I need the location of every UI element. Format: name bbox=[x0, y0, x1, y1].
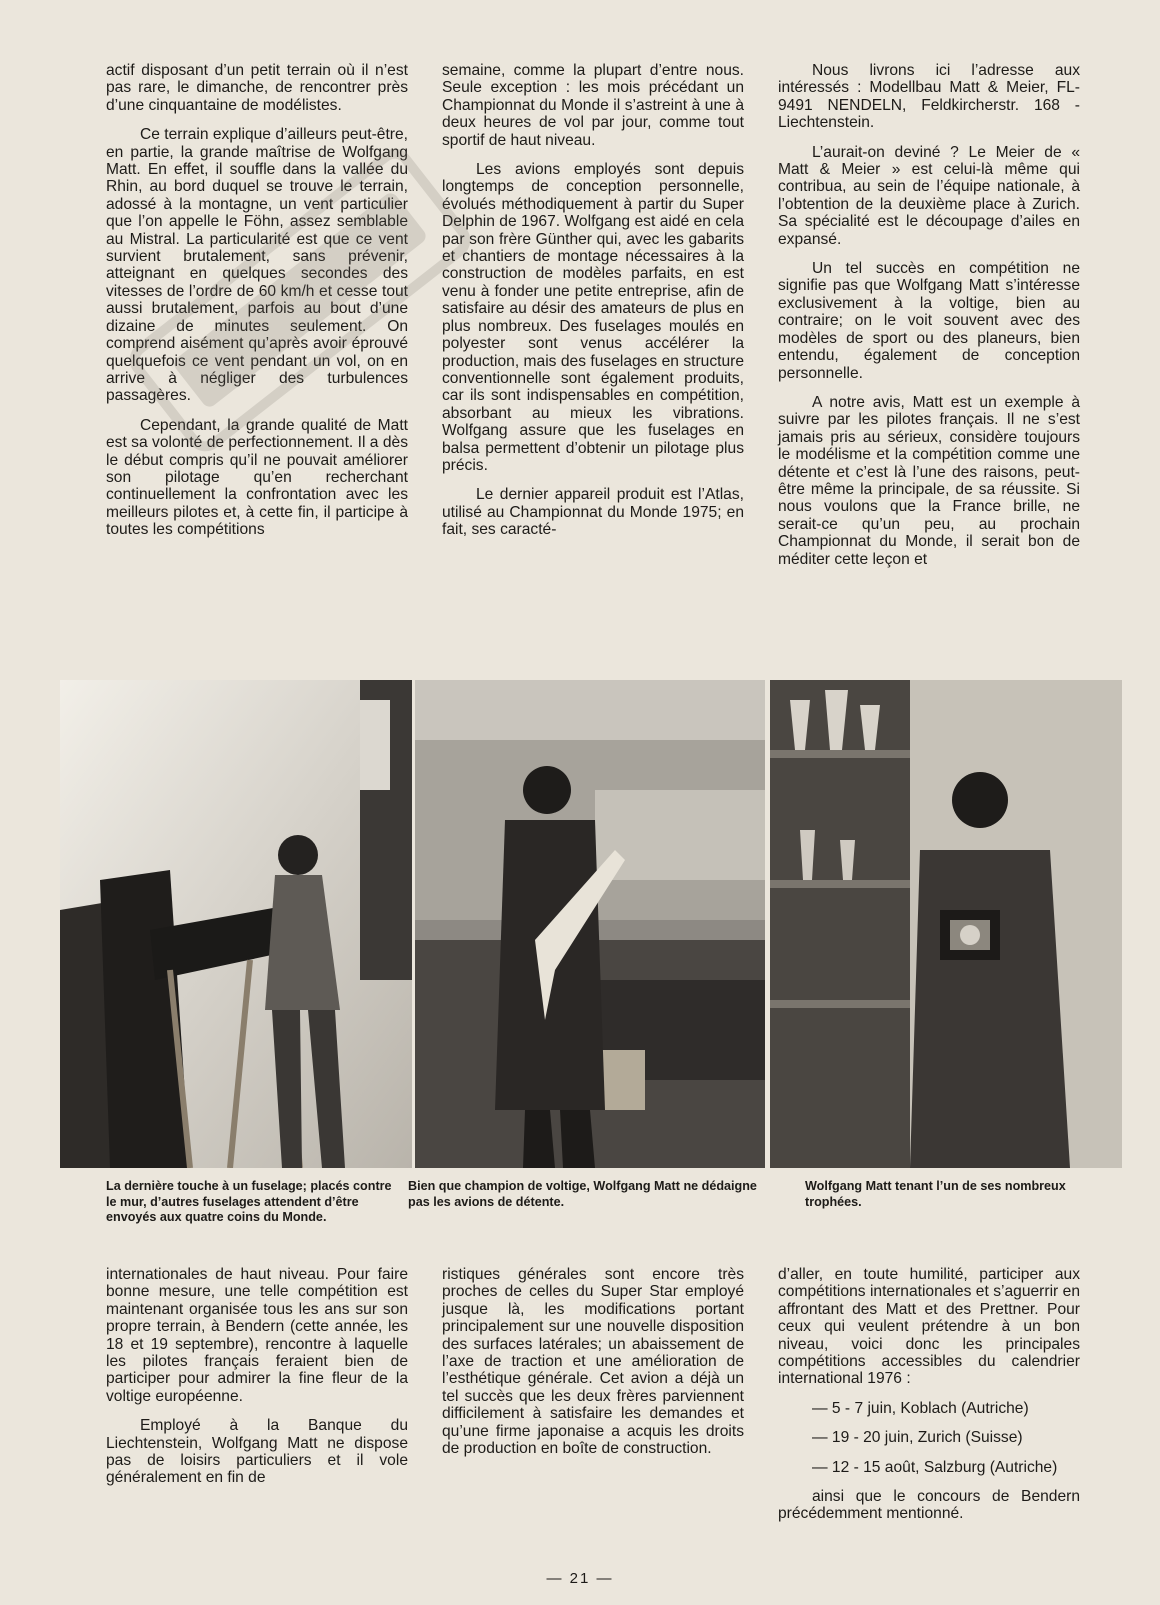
photo-workshop-fuselage bbox=[60, 680, 412, 1168]
paragraph: ainsi que le concours de Bendern précédemment mentionné. bbox=[778, 1488, 1080, 1523]
paragraph: d’aller, en toute humilité, participer aux compétitions internationales et s’aguerrir en affrontant des Matt et des Prettner. Pour ceux qui veulent prétendre à un bon niveau, voici donc les principales compétitions accessibles du calendrier international 1976 : bbox=[778, 1266, 1080, 1388]
photo-wolfgang-with-glider bbox=[415, 680, 765, 1168]
paragraph: A notre avis, Matt est un exemple à suivre par les pilotes français. Il ne s’est jamais pris au sérieux, considère toujours le modélisme et la compétition comme une détente et c’est là l’une des raisons, peut-être même la principale, de sa réussite. Si nous voulons que la France brille, ne serait-ce qu’un peu, au prochain Championnat du Monde, il serait bon de méditer cette leçon et bbox=[778, 393, 1080, 568]
paragraph: L’aurait-on deviné ? Le Meier de « Matt & Meier » est celui-là même qui contribua, au sein de l’équipe nationale, à l’obtention de la deuxième place à Zurich. Sa spécialité est le découpage d’ailes en expansé. bbox=[778, 143, 1080, 248]
text-column-1-bottom bbox=[106, 1266, 408, 1499]
paragraph: Le dernier appareil produit est l’Atlas, utilisé au Championnat du Monde 1975; en fait, ses caracté- bbox=[442, 486, 744, 539]
text-column-3-bottom bbox=[778, 1266, 1080, 1535]
text-column-3-top bbox=[778, 62, 1080, 580]
paragraph: Cependant, la grande qualité de Matt est sa volonté de perfectionnement. Il a dès le début compris qu’il ne pouvait améliorer son pilotage qu’en recherchant continuellement la confrontation avec les meilleurs pilotes et, à cette fin, il participe à toutes les compétitions bbox=[106, 416, 408, 539]
competition-item: — 12 - 15 août, Salzburg (Autriche) bbox=[812, 1458, 1058, 1476]
text-column-1-top bbox=[106, 62, 408, 551]
paragraph: Les avions employés sont depuis longtemps de conception personnelle, évolués méthodiquement à partir du Super Delphin de 1967. Wolfgang est aidé en cela par son frère Günther qui, avec les gabarits et chantiers de montage nécessaires à la construction de modèles parfaits, en est venu à fonder une petite entreprise, afin de satisfaire au désir des amateurs de plus en plus nombreux. Des fuselages moulés en polyester sont venus accélérer la production, mais des fuselages en structure conventionnelle sont également produits, car ils sont indispensables en compétition, absorbant au mieux les vibrations. Wolfgang assure que les fuselages en balsa permettent d’obtenir un pilotage plus précis. bbox=[442, 161, 744, 474]
paragraph: actif disposant d’un petit terrain où il n’est pas rare, le dimanche, de rencontrer près d’une cinquantaine de modélistes. bbox=[106, 62, 408, 114]
paragraph: ristiques générales sont encore très proches de celles du Super Star employé jusque là, les modifications portant principalement sur une nouvelle disposition des surfaces latérales; un abaissement de l’axe de traction et une amélioration de l’esthétique générale. Cet avion a déjà un tel succès que les deux frères parviennent difficilement à satisfaire les demandes et qu’une firme japonaise a acquis les droits de production en boîte de construction. bbox=[442, 1266, 744, 1458]
paragraph: Employé à la Banque du Liechtenstein, Wolfgang Matt ne dispose pas de loisirs particuliers et il vole généralement en fin de bbox=[106, 1417, 408, 1487]
paragraph: Nous livrons ici l’adresse aux intéressés : Modellbau Matt & Meier, FL-9491 NENDELN, Feldkircherstr. 168 - Liechtenstein. bbox=[778, 62, 1080, 132]
paragraph: internationales de haut niveau. Pour faire bonne mesure, une telle compétition est maintenant organisée tous les ans sur son propre terrain, à Bendern (cette année, les 18 et 19 septembre), rencontre à laquelle les pilotes français feraient bien de participer pour admirer la fine fleur de la voltige européenne. bbox=[106, 1266, 408, 1405]
paragraph: semaine, comme la plupart d’entre nous. Seule exception : les mois précédant un Championnat du Monde il s’astreint à une à deux heures de vol par jour, comme tout sportif de haut niveau. bbox=[442, 62, 744, 149]
photo-wolfgang-with-trophy bbox=[770, 680, 1122, 1168]
text-column-2-top bbox=[442, 62, 744, 551]
photo-caption-3: Wolfgang Matt tenant l’un de ses nombreux trophées. bbox=[805, 1179, 1066, 1209]
paragraph: Un tel succès en compétition ne signifie pas que Wolfgang Matt s’intéresse exclusivement à la voltige, bien au contraire; on le voit souvent avec des modèles de sport ou des planeurs, bien entendu, également de conception personnelle. bbox=[778, 260, 1080, 382]
text-column-2-bottom bbox=[442, 1266, 744, 1469]
competition-item: — 19 - 20 juin, Zurich (Suisse) bbox=[812, 1429, 1023, 1447]
page-number: — 21 — bbox=[546, 1570, 614, 1587]
competition-item: — 5 - 7 juin, Koblach (Autriche) bbox=[812, 1399, 1029, 1417]
photo-caption-2: Bien que champion de voltige, Wolfgang Matt ne dédaigne pas les avions de détente. bbox=[408, 1179, 757, 1209]
photo-caption-1: La dernière touche à un fuselage; placés contre le mur, d’autres fuselages attendent d’être envoyés aux quatre coins du Monde. bbox=[106, 1179, 392, 1225]
paragraph: Ce terrain explique d’ailleurs peut-être, en partie, la grande maîtrise de Wolfgang Matt. En effet, il souffle dans la vallée du Rhin, au bord duquel se trouve le terrain, adossé à la montagne, un vent particulier que l’on appelle le Föhn, assez semblable au Mistral. La particularité est que ce vent survient brutalement, sans prévenir, atteignant en quelques secondes des vitesses de l’ordre de 60 km/h et cesse tout aussi brutalement, parfois au bout d’une dizaine de minutes seulement. On comprend aisément qu’après avoir éprouvé quelquefois ce vent pendant un vol, on en arrive à négliger des turbulences passagères. bbox=[106, 126, 408, 405]
